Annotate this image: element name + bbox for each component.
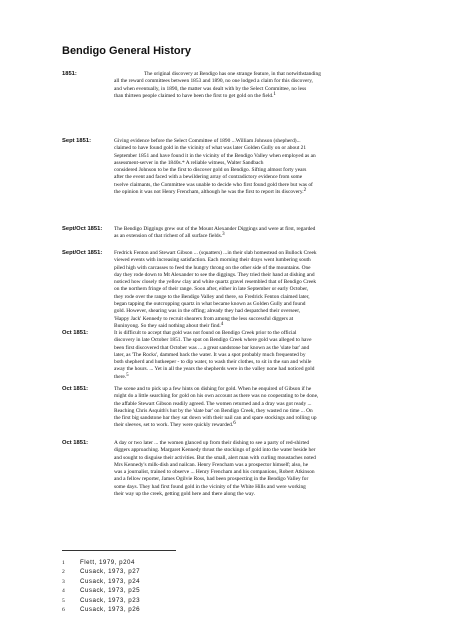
entry-line: and a fellow reporter, James Ogilvie Ross, had been prospecting in the Bendigo Valley for xyxy=(114,476,309,483)
entry-line: September 1851 and have found it in the vicinity of the Bendigo Valley when employed as an xyxy=(114,152,316,159)
footnote-item xyxy=(62,567,262,576)
entry-line: both shepherd and hutkeeper - to dip water, to wash their clothes, to sit in the sun and while xyxy=(114,359,312,366)
entry-line: considered Johnson to be the first to discover gold on Bendigo. Sifting almost forty years xyxy=(114,167,307,174)
footnote-reference: Cusack, 1973, p24 xyxy=(80,577,141,585)
entry-line: day they rode down to Mt Alexander to see the diggings. They tried their hand at dishing and xyxy=(114,271,315,278)
entry-line: discovery in late October 1851. The spot on Bendigo Creek where gold was alleged to have xyxy=(114,337,312,344)
entry-date: Sept/Oct 1851: xyxy=(62,250,103,256)
footnote-item xyxy=(62,577,262,586)
entry-date: 1851: xyxy=(62,71,77,77)
entry-line: might do a little searching for gold on his own account as there was no cooperating to be done, xyxy=(114,393,319,400)
entry-line: diggers approaching. Margaret Kennedy thrust the stockings of gold into the water beside her xyxy=(114,447,316,454)
entry-line: It is difficult to accept that gold was not found on Bendigo Creek prior to the official xyxy=(114,330,297,336)
entry-line: began tapping the outcropping quartz in what became known as Golden Gully and found xyxy=(114,301,306,308)
footnote-number: 3 xyxy=(62,578,65,585)
footnote-reference: Cusack, 1973, p25 xyxy=(80,587,141,595)
entry-text xyxy=(114,138,404,196)
entry-line: and sought to disguise their activities. But the small, alert man with curling moustaches noted xyxy=(114,454,316,461)
entry-line: viewed events with increasing satisfaction. Each morning their drays went lumbering south xyxy=(114,257,311,264)
footnote-number: 2 xyxy=(62,569,65,576)
entry-line: The original discovery at Bendigo has one strange feature, in that notwithstanding xyxy=(144,71,321,77)
entry-text xyxy=(114,226,404,241)
entry-line: gold. However, shearing was in the offing; already they had despatched their overseer, xyxy=(114,308,301,315)
entry-line: claimed to have found gold in the vicinity of what was later Golden Gully on or about 21 xyxy=(114,145,307,152)
entry-line: some days. They had first found gold in the vicinity of the White Hills and were working xyxy=(114,483,306,490)
entry-date: Oct 1851: xyxy=(62,330,89,336)
entry-line: assessment-server in the 1840s.* A reliable witness, Walter Sandbach xyxy=(114,159,264,166)
entry-line: later, as 'The Rocks', dammed back the water. It was a spot probably much frequented by xyxy=(114,351,306,358)
entry-line: away the hours. ... Yet in all the years the shepherds were in the valley none had noticed gold xyxy=(114,366,315,373)
footnote-divider xyxy=(62,550,176,551)
entry-line: their way up the creek, getting gold here and there along the way. xyxy=(114,491,255,498)
entry-line: Buninyong. So they said nothing about their find.$^4$ xyxy=(114,321,224,329)
entry-line: they rode over the range to the Bendigo Valley and there, so Fredrick Fenton claimed later, xyxy=(114,293,310,300)
history-entry xyxy=(62,440,402,498)
entry-line: their sleeves, set to work. They were quickly rewarded.$^6$ xyxy=(114,421,236,429)
entry-line: Reaching Chris Asquith's hut by the 'slate bar' on Bendigo Creek, they wasted no time ... On xyxy=(114,407,313,414)
entry-line: the first big sandstone bar they sat down with their nail can and spare stockings and rolling up xyxy=(114,415,317,422)
history-entry xyxy=(62,138,402,196)
page-title: Bendigo General History xyxy=(62,45,191,57)
footnote-reference: Cusack, 1973, p26 xyxy=(80,605,141,613)
history-entry xyxy=(62,226,402,241)
footnote-marker[interactable]: 4 xyxy=(220,321,224,327)
entry-text xyxy=(114,330,404,381)
entry-line: A day or two later ... the women glanced up from their dishing to see a party of red-shirted xyxy=(114,440,310,446)
entry-line: noticed how closely the yellow clay and white quartz gravel resembled that of Bendigo Creek xyxy=(114,279,317,286)
footnote-marker[interactable]: 6 xyxy=(233,421,236,427)
history-entry xyxy=(62,71,402,100)
entry-line: piled high with carcasses to feed the hungry throng on the other side of the mountains. One xyxy=(114,264,311,271)
entry-line: and when eventually, in 1890, the matter was dealt with by the Select Committee, no less xyxy=(114,85,307,92)
footnote-number: 1 xyxy=(62,560,65,566)
footnote-reference: Cusack, 1973, p27 xyxy=(80,568,141,576)
footnote-marker[interactable]: 5 xyxy=(126,372,129,378)
entry-text xyxy=(114,250,404,330)
entry-line: was a journalist, trained to observe ... Henry Frencham and his companions, Robert Atkinson xyxy=(114,469,315,476)
entry-line: twelve claimants, the Committee was unable to decide who first found gold there but was of xyxy=(114,181,313,188)
entry-line: after the event and faced with a bewildering array of contradictory evidence from some xyxy=(114,174,303,181)
entry-line: The Bendigo Diggings grew out of the Mount Alexander Diggings and were at first, regarded xyxy=(114,226,316,232)
entry-line: Mrs Kennedy's milk-dish and nailcan. Henry Frencham was a prospector himself; also, he xyxy=(114,461,309,468)
footnote-reference: Cusack, 1973, p23 xyxy=(80,596,141,604)
footnote-item xyxy=(62,605,262,614)
footnote-marker[interactable]: 2 xyxy=(303,188,307,194)
entry-line: The scene and to pick up a few hints on dishing for gold. When he enquired of Gibson if he xyxy=(114,386,312,392)
entry-line: the affable Stewart Gibson readily agreed. The women returned and a dray was got ready ... xyxy=(114,400,312,407)
footnote-number: 6 xyxy=(62,606,65,613)
entry-line: all the reward committees between 1853 and 1890, no one lodged a claim for this discovery, xyxy=(114,78,313,85)
entry-line: been first discovered that October was ... a great sandstone bar known as the 'slate bar' and xyxy=(114,344,310,351)
footnotes xyxy=(62,558,262,614)
entry-text xyxy=(114,386,404,430)
footnote-item xyxy=(62,558,262,567)
entry-line: on the northern fringe of their range. Soon after, either in late September or early October, xyxy=(114,286,309,293)
history-entry xyxy=(62,386,402,430)
history-entry xyxy=(62,250,402,330)
entry-text xyxy=(114,71,404,100)
entry-line: Fredrick Fenton and Stewart Gibson ... (squatters) ...in their slab homestead on Bullock Creek xyxy=(114,250,317,256)
entry-line: there.$^5$ xyxy=(114,372,129,380)
entry-date: Sept 1851: xyxy=(62,138,91,144)
entry-date: Oct 1851: xyxy=(62,386,89,392)
footnote-number: 5 xyxy=(62,597,65,604)
entry-line: the opinion it was not Henry Frencham, although he was the first to report its discovery.$^2$ xyxy=(114,188,307,196)
entry-line: Giving evidence before the Select Committee of 1890 ...William Johnson (shepherd)... xyxy=(114,138,301,144)
entry-line: as an extension of that richest of all surface fields.$^3$ xyxy=(114,232,225,240)
footnote-item xyxy=(62,586,262,595)
entry-text xyxy=(114,440,404,498)
footnote-item xyxy=(62,596,262,605)
entry-date: Sept/Oct 1851: xyxy=(62,226,103,232)
footnote-marker[interactable]: 3 xyxy=(222,232,225,238)
entry-date: Oct 1851: xyxy=(62,440,89,446)
entry-line: 'Happy Jack' Kennedy to recruit shearers from among the less successful diggers at xyxy=(114,315,294,322)
history-entry xyxy=(62,330,402,381)
entry-line: than thirteen people claimed to have been the first to get gold on the field.$^1$ xyxy=(114,91,276,99)
footnote-number: 4 xyxy=(62,588,65,595)
footnote-reference: Flett, 1979, p204 xyxy=(80,559,135,566)
footnote-marker[interactable]: 1 xyxy=(273,91,276,97)
